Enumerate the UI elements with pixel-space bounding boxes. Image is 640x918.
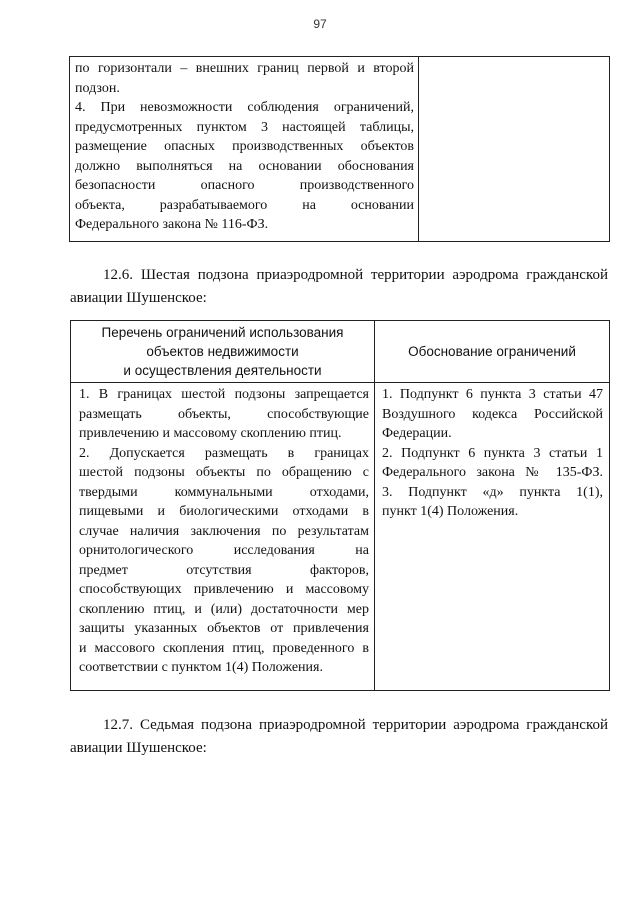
- continuation-table: [69, 56, 610, 242]
- text-line: Федерации.: [382, 426, 452, 441]
- subzone-6-table: [70, 320, 610, 691]
- heading-line-1: 12.7. Седьмая подзона приаэродромной территории аэродрома гражданской: [103, 717, 608, 733]
- text-line: Федерального закона № 135-ФЗ.: [382, 465, 603, 480]
- text-line: пункт 1(4) Положения.: [382, 504, 519, 519]
- text-line: Федерального закона № 116-ФЗ.: [75, 217, 269, 232]
- restrictions-cell: [71, 383, 375, 691]
- text-line: предмет отсутствия факторов,: [79, 562, 369, 578]
- text-line: подзон.: [75, 80, 120, 96]
- header-line: Обоснование ограничений: [408, 344, 576, 359]
- text-line: скоплению птиц, и (или) достаточности мер: [79, 601, 369, 617]
- header-line: Перечень огpаничений использования: [101, 325, 344, 340]
- text-line: способствующих привлечению и массовому: [79, 582, 369, 597]
- text-line: привлечению и массовому скоплению птиц.: [79, 426, 342, 441]
- text-line: должно выполняться на основании обоснования: [75, 158, 414, 174]
- text-line: и массового скопления птиц, проведенного в: [79, 640, 369, 656]
- text-line: по горизонтали – внешних границ первой и второй: [75, 61, 414, 76]
- text-line: шестой подзоны объекты по обращению с: [79, 465, 369, 480]
- text-line: размещение опасных производственных объектов: [75, 139, 414, 154]
- section-12-7-heading: [70, 714, 608, 760]
- page-number: 97: [313, 17, 327, 31]
- continuation-right-cell: [419, 57, 610, 242]
- text-line: Воздушного кодекса Российской: [382, 406, 603, 422]
- text-line: защиты указанных объектов от привлечения: [79, 621, 369, 636]
- text-line: 1. В границах шестой подзоны запрещается: [79, 387, 369, 402]
- justification-cell: [375, 383, 610, 691]
- text-line: случае наличия заключения по результатам: [79, 523, 369, 539]
- text-line: 4. При невозможности соблюдения ограничений,: [75, 100, 414, 115]
- text-line: пищевыми и биологическими отходами в: [79, 504, 369, 519]
- header-restrictions: [71, 321, 375, 383]
- text-line: твердыми коммунальными отходами,: [79, 484, 369, 500]
- heading-line-2: авиации Шушенское:: [70, 740, 207, 756]
- continuation-left-cell: [70, 57, 419, 242]
- text-line: орнитологического исследования на: [79, 543, 369, 558]
- text-line: размещать объекты, способствующие: [79, 406, 369, 422]
- header-justification: [375, 321, 610, 383]
- heading-line-2: авиации Шушенское:: [70, 290, 207, 306]
- text-line: 1. Подпункт 6 пункта 3 статьи 47: [382, 387, 603, 402]
- header-line: и осуществления деятельности: [123, 363, 322, 378]
- text-line: 3. Подпункт «д» пункта 1(1),: [382, 484, 603, 500]
- text-line: объекта, разрабатываемого на основании: [75, 197, 414, 213]
- text-line: 2. Допускается размещать в границах: [79, 445, 369, 461]
- text-line: безопасности опасного производственного: [75, 178, 414, 193]
- text-line: предусмотренных пунктом 3 настоящей таблицы,: [75, 119, 414, 135]
- text-line: 2. Подпункт 6 пункта 3 статьи 1: [382, 445, 603, 461]
- text-line: соответствии с пунктом 1(4) Положения.: [79, 660, 323, 675]
- heading-line-1: 12.6. Шестая подзона приаэродромной территории аэродрома гражданской: [103, 267, 608, 283]
- header-line: объектов недвижимости: [146, 344, 299, 359]
- section-12-6-heading: [70, 264, 608, 310]
